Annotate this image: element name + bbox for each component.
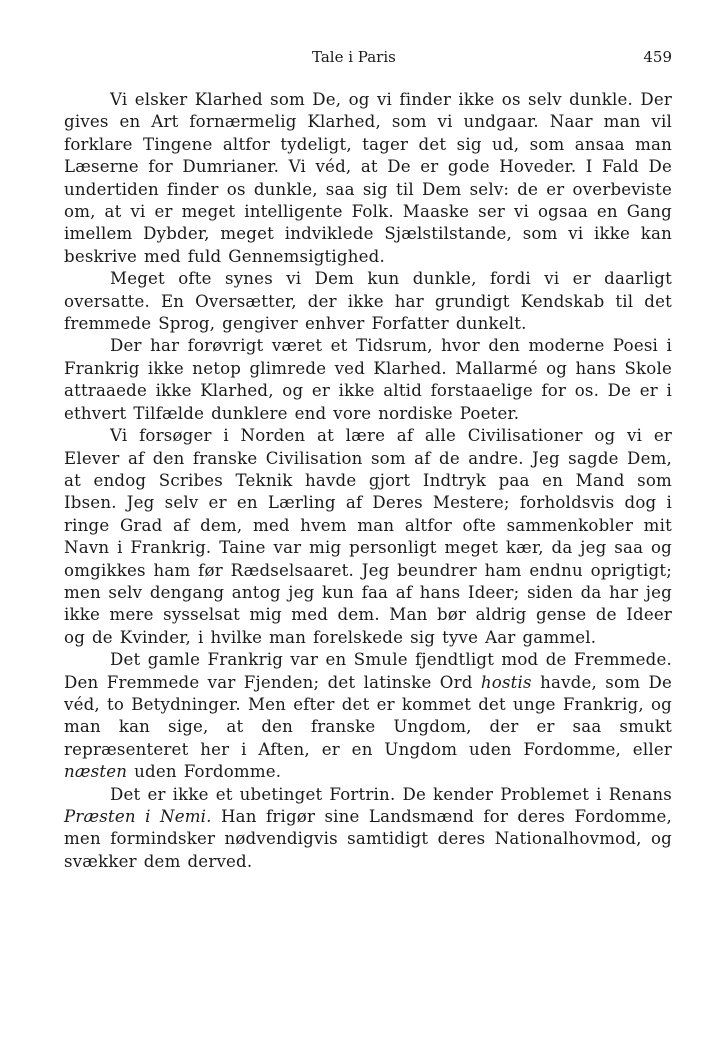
paragraph-text: Vi elsker Klarhed som De, og vi finder ikke os selv dunkle. Der gives en Art fornærmelig Klarhed, som vi undgaar. Naar man vil forklare Tingene altfor tydeligt, tager det sig ud, som ansaa man Læserne for Dumrianer. Vi véd, at De er gode Hoveder. I Fald De undertiden finder os dunkle, saa sig til Dem selv: de er overbeviste om, at vi er meget intelligente Folk. Maaske ser vi ogsaa en Gang imellem Dybder, meget indviklede Sjælstilstande, som vi ikke kan beskrive med fuld Gennemsigtighed. bbox=[64, 90, 672, 266]
italic-title: Præsten i Nemi. bbox=[64, 807, 212, 826]
book-page bbox=[64, 48, 672, 873]
paragraph bbox=[64, 89, 672, 268]
paragraph-text: Det gamle Frankrig var en Smule fjendtligt mod de Fremmede. Den Fremmede var Fjenden; det latinske Ord bbox=[64, 650, 672, 692]
italic-word: hostis bbox=[480, 672, 532, 692]
body-text bbox=[64, 89, 672, 873]
paragraph-text: Meget ofte synes vi Dem kun dunkle, fordi vi er daarligt oversatte. En Oversætter, der ikke har grundigt Kendskab til det fremmede Sprog, gengiver enhver Forfatter dunkelt. bbox=[64, 269, 672, 334]
italic-word: næsten bbox=[64, 762, 128, 782]
paragraph bbox=[64, 425, 672, 649]
paragraph-text: Vi forsøger i Norden at lære af alle Civilisationer og vi er Elever af den franske Civilisation som af de andre. Jeg sagde Dem, at endog Scribes Teknik havde gjort Indtryk paa en Mand som Ibsen. Jeg selv er en Lærling af Deres Mestere; forholdsvis dog i ringe Grad af dem, med hvem man altfor ofte sammenkobler mit Navn i Frankrig. Taine var mig personligt meget kær, da jeg saa og omgikkes ham før Rædselsaaret. Jeg beundrer ham endnu oprigtigt; men selv dengang antog jeg kun faa af hans Ideer; siden da har jeg ikke mere sysselsat mig med dem. Man bør aldrig gense de Ideer og de Kvinder, i hvilke man forelskede sig tyve Aar gammel. bbox=[64, 426, 672, 647]
paragraph-text: Det er ikke et ubetinget Fortrin. De kender Problemet i Renans bbox=[110, 784, 672, 804]
paragraph bbox=[64, 649, 672, 783]
running-title: Tale i Paris bbox=[312, 48, 396, 66]
paragraph-text: uden Fordomme. bbox=[127, 762, 282, 782]
paragraph-text: Han frigør sine Landsmænd for deres Fordomme, men formindsker nødvendigvis samtidigt deres Nationalhovmod, og svækker dem derved. bbox=[64, 807, 672, 871]
paragraph bbox=[64, 335, 672, 425]
paragraph bbox=[64, 268, 672, 335]
page-header bbox=[64, 48, 672, 72]
paragraph-text: havde, som De véd, to Betydninger. Men efter det er kommet det unge Frankrig, og man kan sige, at den franske Ungdom, der er saa smukt repræsenteret her i Aften, er en Ungdom uden Fordomme, eller bbox=[64, 672, 672, 759]
page-number: 459 bbox=[643, 48, 672, 66]
paragraph bbox=[64, 784, 672, 874]
paragraph-text: Der har forøvrigt været et Tidsrum, hvor den moderne Poesi i Frankrig ikke netop glimrede ved Klarhed. Mallarmé og hans Skole attraaede ikke Klarhed, og er ikke altid forstaaelige for os. De er i ethvert Tilfælde dunklere end vore nordiske Poeter. bbox=[64, 336, 672, 423]
